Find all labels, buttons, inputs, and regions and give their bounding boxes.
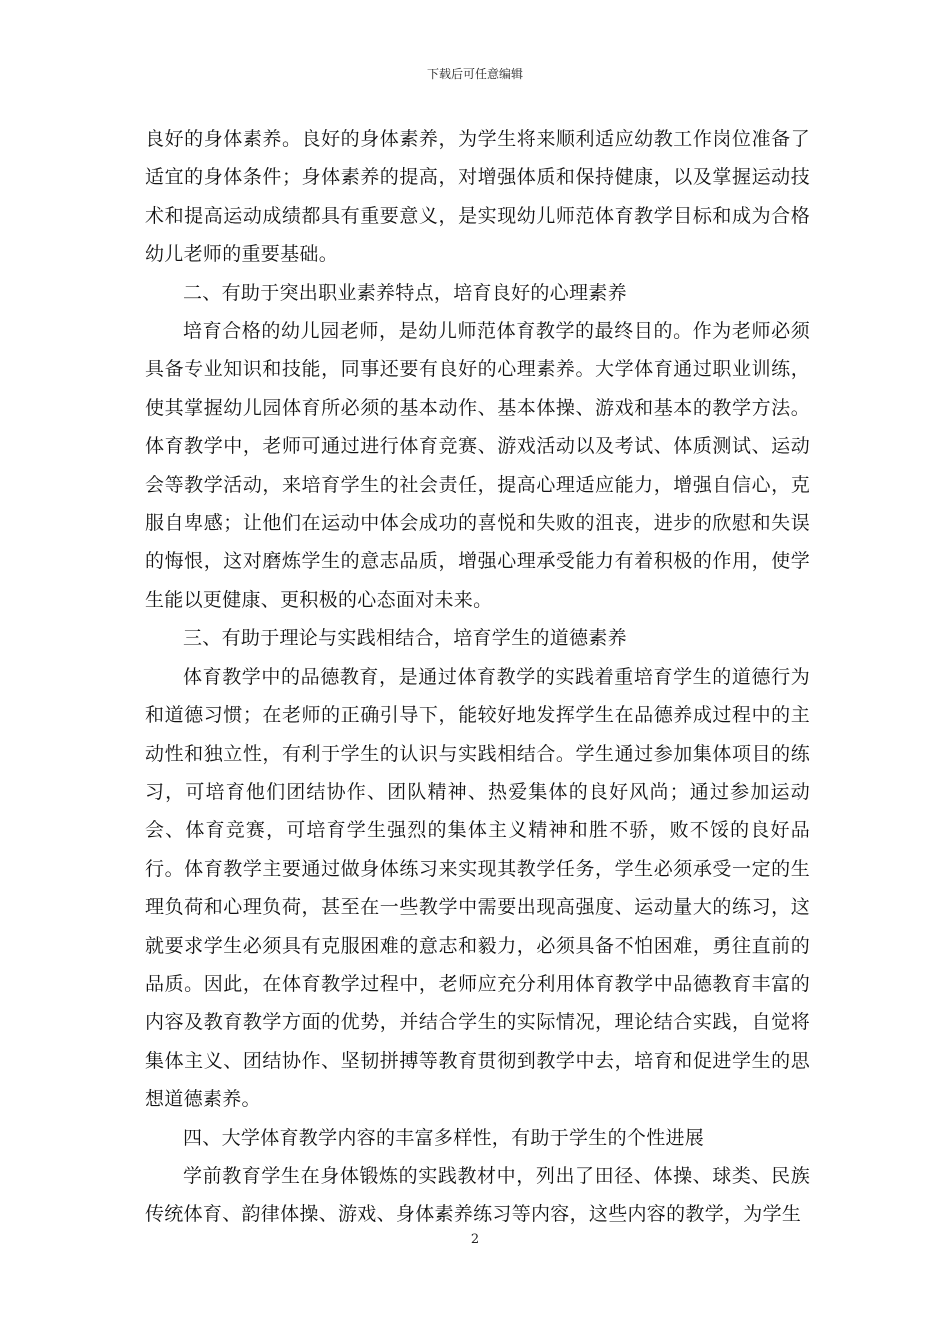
paragraph: 体育教学中的品德教育，是通过体育教学的实践着重培育学生的道德行为和道德习惯；在老师的正确引导下，能较好地发挥学生在品德养成过程中的主动性和独立性，有利于学生的认识与实践相结合。学生通过参加集体项目的练习，可培育他们团结协作、团队精神、热爱集体的良好风尚；通过参加运动会、体育竞赛，可培育学生强烈的集体主义精神和胜不骄，败不馁的良好品行。体育教学主要通过做身体练习来实现其教学任务，学生必须承受一定的生理负荷和心理负荷，甚至在一些教学中需要出现高强度、运动量大的练习，这就要求学生必须具有克服困难的意志和毅力，必须具备不怕困难，勇往直前的品质。因此，在体育教学过程中，老师应充分利用体育教学中品德教育丰富的内容及教育教学方面的优势，并结合学生的实际情况，理论结合实践，自觉将集体主义、团结协作、坚韧拼搏等教育贯彻到教学中去，培育和促进学生的思想道德素养。 bbox=[145, 665, 810, 1111]
section-heading-4: 四、大学体育教学内容的丰富多样性，有助于学生的个性进展 bbox=[183, 1126, 705, 1149]
page-header-note: 下载后可任意编辑 bbox=[426, 67, 523, 81]
section-heading-3: 三、有助于理论与实践相结合，培育学生的道德素养 bbox=[183, 627, 627, 650]
paragraph: 学前教育学生在身体锻炼的实践教材中，列出了田径、体操、球类、民族传统体育、韵律体操、游戏、身体素养练习等内容，这些内容的教学，为学生 bbox=[145, 1164, 810, 1226]
section-heading-2: 二、有助于突出职业素养特点，培育良好的心理素养 bbox=[183, 281, 627, 304]
page-number: 2 bbox=[470, 1232, 480, 1247]
paragraph: 培育合格的幼儿园老师，是幼儿师范体育教学的最终目的。作为老师必须具备专业知识和技能，同事还要有良好的心理素养。大学体育通过职业训练，使其掌握幼儿园体育所必须的基本动作、基本体操、游戏和基本的教学方法。体育教学中，老师可通过进行体育竞赛、游戏活动以及考试、体质测试、运动会等教学活动，来培育学生的社会责任，提高心理适应能力，增强自信心，克服自卑感；让他们在运动中体会成功的喜悦和失败的沮丧，进步的欣慰和失误的悔恨，这对磨炼学生的意志品质，增强心理承受能力有着积极的作用，使学生能以更健康、更积极的心态面对未来。 bbox=[145, 320, 810, 611]
document-body bbox=[145, 120, 810, 1234]
paragraph-continuation: 良好的身体素养。良好的身体素养，为学生将来顺利适应幼教工作岗位准备了适宜的身体条件；身体素养的提高，对增强体质和保持健康，以及掌握运动技术和提高运动成绩都具有重要意义，是实现幼儿师范体育教学目标和成为合格幼儿老师的重要基础。 bbox=[145, 128, 810, 266]
